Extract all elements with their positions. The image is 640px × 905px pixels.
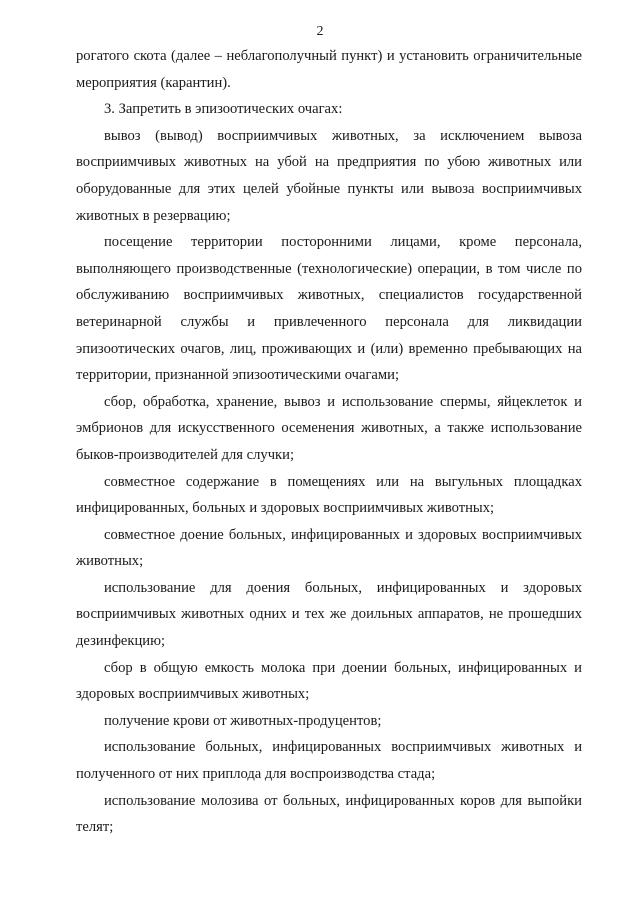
paragraph: получение крови от животных-продуцентов; (104, 712, 382, 729)
paragraph: рогатого скота (далее – неблагополучный пункт) и установить ограничительные мероприятия (карантин). (76, 48, 582, 91)
paragraph: сбор, обработка, хранение, вывоз и использование спермы, яйцеклеток и эмбрионов для искусственного осеменения животных, а также использование быков-производителей для случки; (76, 393, 582, 463)
page-number: 2 (316, 24, 324, 39)
paragraph: посещение территории посторонними лицами, кроме персонала, выполняющего производственные (технологические) операции, в том числе по обслуживанию восприимчивых животных, специалистов государственной ветеринарной службы и привлеченного персонала для ликвидации эпизоотических очагов, лиц, проживающих и (или) временно пребывающих на территории, признанной эпизоотическими очагами; (76, 234, 582, 384)
paragraph: вывоз (вывод) восприимчивых животных, за исключением вывоза восприимчивых животных на убой на предприятия по убою животных или оборудованные для этих целей убойные пункты или вывоза восприимчивых животных в резервацию; (76, 127, 582, 224)
paragraph: использование для доения больных, инфицированных и здоровых восприимчивых животных одних и тех же доильных аппаратов, не прошедших дезинфекцию; (76, 579, 582, 650)
paragraph: совместное доение больных, инфицированных и здоровых восприимчивых животных; (76, 526, 582, 570)
paragraph: 3. Запретить в эпизоотических очагах: (104, 101, 343, 118)
paragraph: сбор в общую емкость молока при доении больных, инфицированных и здоровых восприимчивых животных; (76, 659, 582, 703)
paragraph: использование больных, инфицированных восприимчивых животных и полученного от них приплода для воспроизводства стада; (76, 739, 582, 783)
document-body (76, 43, 582, 841)
paragraph: использование молозива от больных, инфицированных коров для выпойки телят; (76, 792, 582, 836)
paragraph: совместное содержание в помещениях или на выгульных площадках инфицированных, больных и здоровых восприимчивых животных; (76, 473, 582, 517)
